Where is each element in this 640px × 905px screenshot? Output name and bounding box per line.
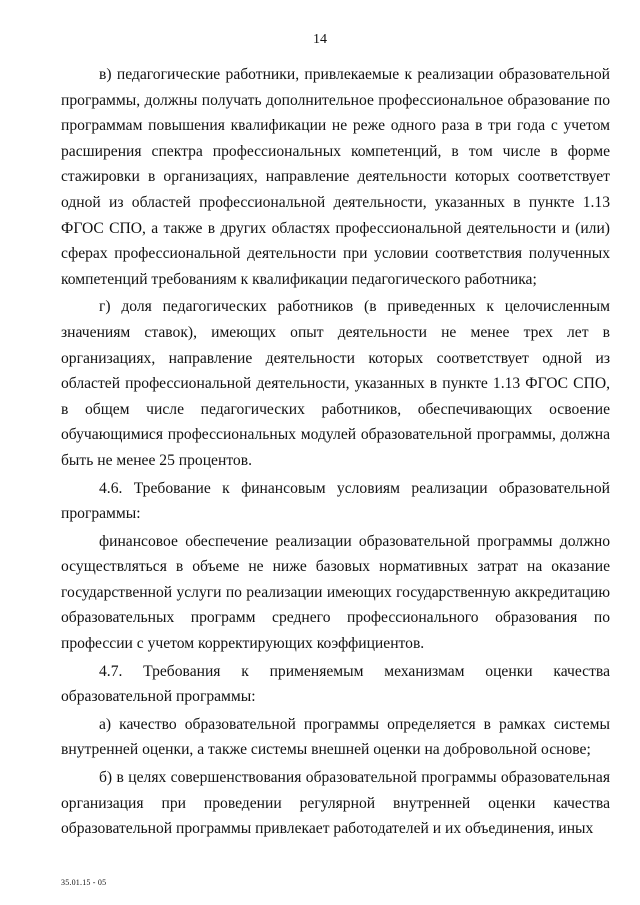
- section-4-6-heading: 4.6. Требование к финансовым условиям реализации образовательной программы:: [61, 479, 610, 523]
- paragraph-a-quality-assessment: а) качество образовательной программы определяется в рамках системы внутренней оценки, а также системы внешней оценки на добровольной основе;: [61, 715, 610, 759]
- paragraph-financial-provision: финансовое обеспечение реализации образовательной программы должно осуществляться в объеме не ниже базовых нормативных затрат на оказание государственной услуги по реализации имеющих государственную аккредитацию образовательных программ среднего профессионального образования по профессии с учетом корректирующих коэффициентов.: [61, 532, 610, 653]
- page-number: 14: [313, 32, 327, 47]
- paragraph-v-teachers-training: в) педагогические работники, привлекаемые к реализации образовательной программы, должны получать дополнительное профессиональное образование по программам повышения квалификации не реже одного раза в три года с учетом расширения спектра профессиональных компетенций, в том числе в форме стажировки в организациях, направление деятельности которых соответствует одной из областей профессиональной деятельности, указанных в пункте 1.13 ФГОС СПО, а также в других областях профессиональной деятельности и (или) сферах профессиональной деятельности при условии соответствия полученных компетенций требованиям к квалификации педагогического работника;: [61, 66, 610, 288]
- document-body: [61, 62, 610, 844]
- document-code: 35.01.15 - 05: [61, 878, 107, 887]
- section-4-7-heading: 4.7. Требования к применяемым механизмам оценки качества образовательной программы:: [61, 662, 610, 706]
- paragraph-b-improvement: б) в целях совершенствования образовательной программы образовательная организация при проведении регулярной внутренней оценки качества образовательной программы привлекает работодателей и их объединения, иных: [61, 769, 610, 838]
- paragraph-g-teachers-share: г) доля педагогических работников (в приведенных к целочисленным значениям ставок), имеющих опыт деятельности не менее трех лет в организациях, направление деятельности которых соответствует одной из областей профессиональной деятельности, указанных в пункте 1.13 ФГОС СПО, в общем числе педагогических работников, обеспечивающих освоение обучающимися профессиональных модулей образовательной программы, должна быть не менее 25 процентов.: [61, 298, 610, 469]
